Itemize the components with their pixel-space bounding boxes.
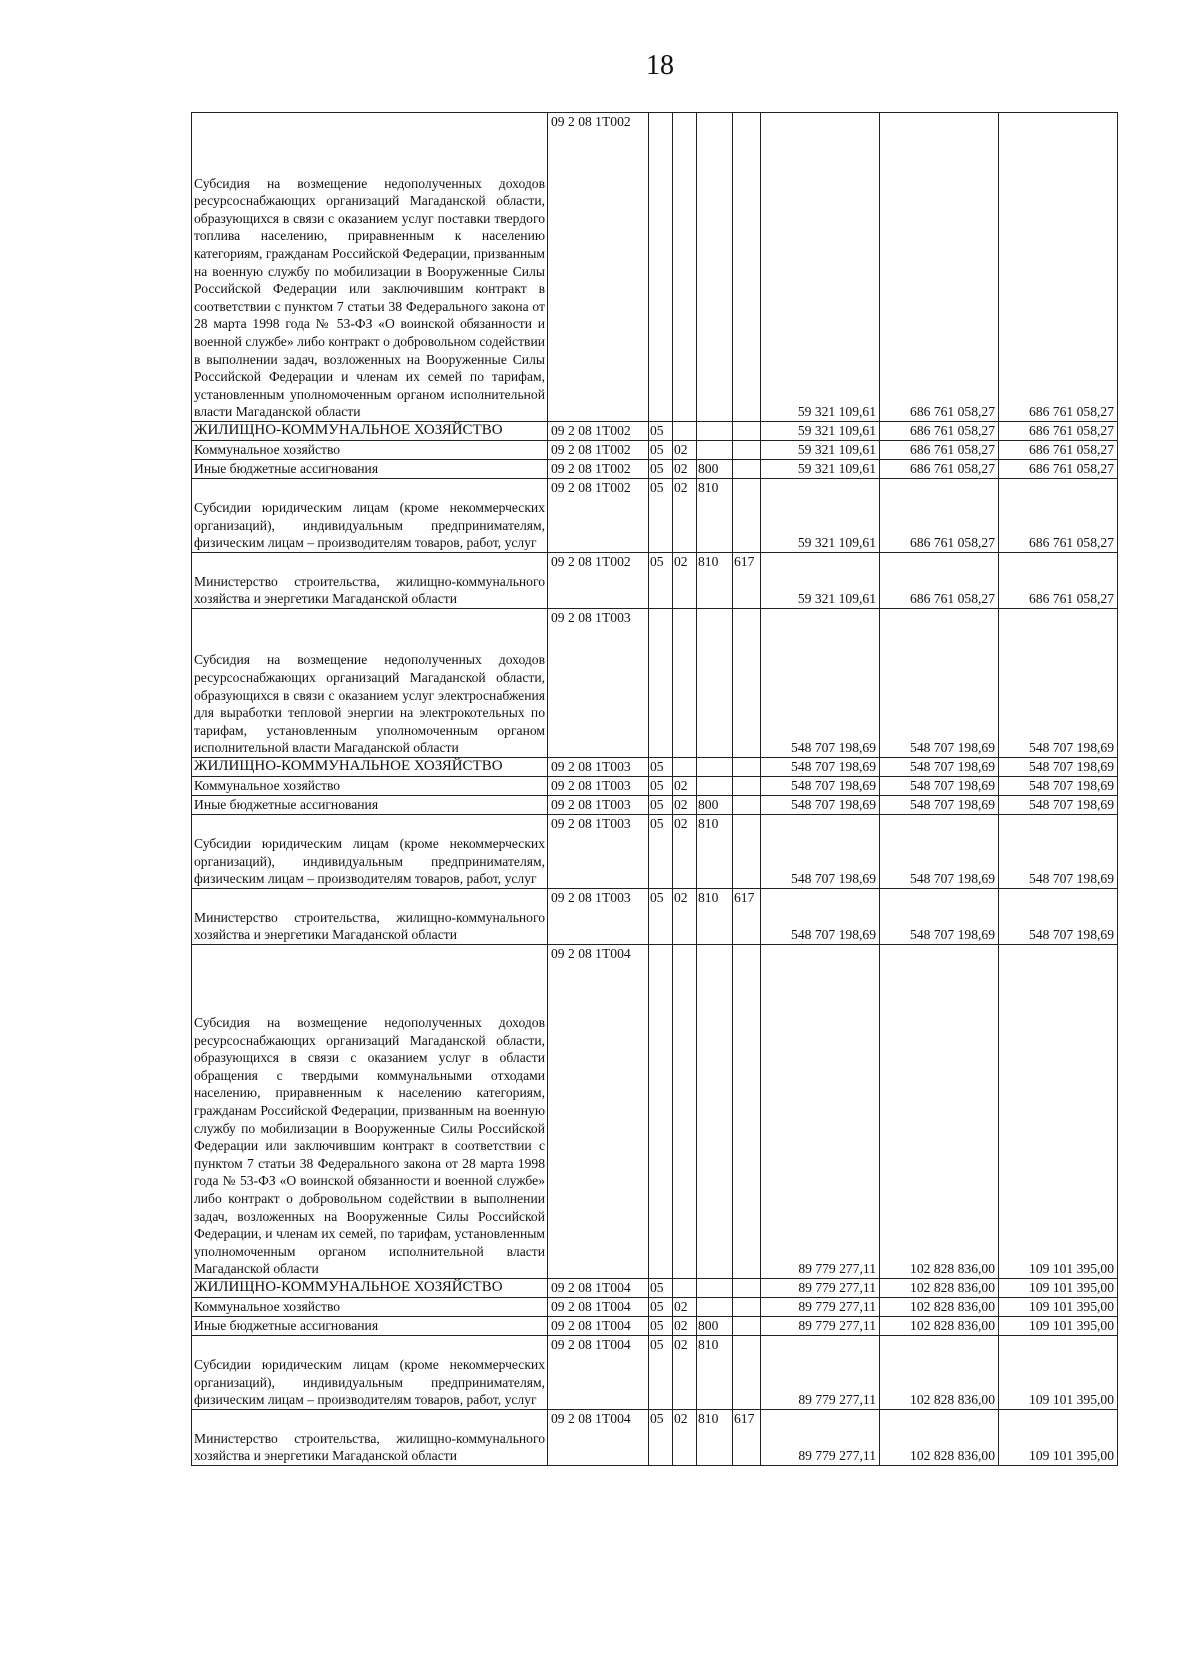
table-row bbox=[192, 553, 1118, 609]
expense-type-code: 810 bbox=[697, 1336, 733, 1410]
administrator-code bbox=[733, 945, 761, 1279]
table-row bbox=[192, 945, 1118, 1279]
amount-year-3: 548 707 198,69 bbox=[999, 815, 1118, 889]
amount-year-2: 548 707 198,69 bbox=[880, 889, 999, 945]
section-code: 05 bbox=[649, 479, 673, 553]
program-code: 09 2 08 1Т002 bbox=[548, 422, 649, 441]
row-description: Субсидия на возмещение недополученных доходов ресурсоснабжающих организаций Магаданской области, образующихся в связи с оказанием услуг поставки твердого топлива населению, приравненным к населению категориям, гражданам Российской Федерации, призванным на военную службу по мобилизации в Вооруженные Силы Российской Федерации или заключившим контракт в соответствии с пунктом 7 статьи 38 Федерального закона от 28 марта 1998 года № 53-ФЗ «О воинской обязанности и военной службе» либо контракт о добровольном содействии в выполнении задач, возложенных на Вооруженные Силы Российской Федерации и членам их семей по тарифам, установленным уполномоченным органом исполнительной власти Магаданской области bbox=[192, 113, 548, 422]
subsection-code: 02 bbox=[673, 553, 697, 609]
expense-type-code bbox=[697, 609, 733, 758]
expense-type-code: 810 bbox=[697, 553, 733, 609]
administrator-code: 617 bbox=[733, 553, 761, 609]
amount-year-1: 89 779 277,11 bbox=[761, 1336, 880, 1410]
table-row bbox=[192, 1279, 1118, 1298]
amount-year-3: 109 101 395,00 bbox=[999, 1279, 1118, 1298]
section-code: 05 bbox=[649, 1298, 673, 1317]
amount-year-3: 686 761 058,27 bbox=[999, 113, 1118, 422]
administrator-code: 617 bbox=[733, 1410, 761, 1466]
table-row bbox=[192, 815, 1118, 889]
section-code: 05 bbox=[649, 758, 673, 777]
administrator-code bbox=[733, 422, 761, 441]
expense-type-code: 810 bbox=[697, 1410, 733, 1466]
program-code: 09 2 08 1Т003 bbox=[548, 889, 649, 945]
administrator-code bbox=[733, 758, 761, 777]
row-description: Субсидии юридическим лицам (кроме некоммерческих организаций), индивидуальным предпринимателям, физическим лицам – производителям товаров, работ, услуг bbox=[192, 815, 548, 889]
amount-year-2: 686 761 058,27 bbox=[880, 460, 999, 479]
amount-year-1: 89 779 277,11 bbox=[761, 1279, 880, 1298]
expense-type-code bbox=[697, 758, 733, 777]
program-code: 09 2 08 1Т002 bbox=[548, 460, 649, 479]
expense-type-code bbox=[697, 777, 733, 796]
section-code: 05 bbox=[649, 422, 673, 441]
row-description: Субсидия на возмещение недополученных доходов ресурсоснабжающих организаций Магаданской области, образующихся в связи с оказанием услуг в области обращения с твердыми коммунальными отходами населению, приравненным к населению категориям, гражданам Российской Федерации, призванным на военную службу по мобилизации в Вооруженные Силы Российской Федерации или заключившим контракт в соответствии с пунктом 7 статьи 38 Федерального закона от 28 марта 1998 года № 53-ФЗ «О воинской обязанности и военной службе» либо контракт о добровольном содействии в выполнении задач, возложенных на Вооруженные Силы Российской Федерации, и членам их семей, по тарифам, установленным уполномоченным органом исполнительной власти Магаданской области bbox=[192, 945, 548, 1279]
amount-year-1: 89 779 277,11 bbox=[761, 1410, 880, 1466]
table-row bbox=[192, 479, 1118, 553]
section-code: 05 bbox=[649, 1336, 673, 1410]
page-number: 18 bbox=[646, 50, 674, 81]
program-code: 09 2 08 1Т004 bbox=[548, 1336, 649, 1410]
section-code: 05 bbox=[649, 1410, 673, 1466]
amount-year-2: 548 707 198,69 bbox=[880, 815, 999, 889]
amount-year-3: 686 761 058,27 bbox=[999, 422, 1118, 441]
expense-type-code bbox=[697, 945, 733, 1279]
administrator-code bbox=[733, 1279, 761, 1298]
expense-type-code bbox=[697, 113, 733, 422]
row-description: Министерство строительства, жилищно-коммунального хозяйства и энергетики Магаданской области bbox=[192, 1410, 548, 1466]
subsection-code bbox=[673, 422, 697, 441]
amount-year-1: 59 321 109,61 bbox=[761, 460, 880, 479]
amount-year-2: 102 828 836,00 bbox=[880, 1279, 999, 1298]
subsection-code: 02 bbox=[673, 777, 697, 796]
amount-year-1: 548 707 198,69 bbox=[761, 758, 880, 777]
section-code bbox=[649, 945, 673, 1279]
row-description: ЖИЛИЩНО-КОММУНАЛЬНОЕ ХОЗЯЙСТВО bbox=[192, 422, 548, 441]
row-description: Коммунальное хозяйство bbox=[192, 441, 548, 460]
expense-type-code: 800 bbox=[697, 460, 733, 479]
row-description: Министерство строительства, жилищно-коммунального хозяйства и энергетики Магаданской области bbox=[192, 553, 548, 609]
administrator-code bbox=[733, 441, 761, 460]
subsection-code: 02 bbox=[673, 441, 697, 460]
program-code: 09 2 08 1Т004 bbox=[548, 1279, 649, 1298]
expense-type-code bbox=[697, 441, 733, 460]
program-code: 09 2 08 1Т004 bbox=[548, 1298, 649, 1317]
subsection-code: 02 bbox=[673, 815, 697, 889]
amount-year-3: 109 101 395,00 bbox=[999, 945, 1118, 1279]
amount-year-3: 109 101 395,00 bbox=[999, 1410, 1118, 1466]
section-code: 05 bbox=[649, 777, 673, 796]
row-description: Коммунальное хозяйство bbox=[192, 777, 548, 796]
program-code: 09 2 08 1Т002 bbox=[548, 479, 649, 553]
amount-year-3: 109 101 395,00 bbox=[999, 1298, 1118, 1317]
section-code bbox=[649, 609, 673, 758]
table-row bbox=[192, 441, 1118, 460]
amount-year-3: 548 707 198,69 bbox=[999, 777, 1118, 796]
amount-year-2: 102 828 836,00 bbox=[880, 1410, 999, 1466]
amount-year-1: 548 707 198,69 bbox=[761, 796, 880, 815]
row-description: ЖИЛИЩНО-КОММУНАЛЬНОЕ ХОЗЯЙСТВО bbox=[192, 1279, 548, 1298]
amount-year-2: 686 761 058,27 bbox=[880, 422, 999, 441]
table-row bbox=[192, 1298, 1118, 1317]
subsection-code: 02 bbox=[673, 1410, 697, 1466]
amount-year-2: 102 828 836,00 bbox=[880, 1336, 999, 1410]
administrator-code bbox=[733, 815, 761, 889]
section-code: 05 bbox=[649, 460, 673, 479]
row-description: Коммунальное хозяйство bbox=[192, 1298, 548, 1317]
amount-year-1: 59 321 109,61 bbox=[761, 441, 880, 460]
expense-type-code bbox=[697, 422, 733, 441]
amount-year-1: 89 779 277,11 bbox=[761, 1317, 880, 1336]
amount-year-2: 102 828 836,00 bbox=[880, 1317, 999, 1336]
amount-year-1: 548 707 198,69 bbox=[761, 889, 880, 945]
table-row bbox=[192, 1317, 1118, 1336]
row-description: Субсидии юридическим лицам (кроме некоммерческих организаций), индивидуальным предпринимателям, физическим лицам – производителям товаров, работ, услуг bbox=[192, 1336, 548, 1410]
row-description: Субсидии юридическим лицам (кроме некоммерческих организаций), индивидуальным предпринимателям, физическим лицам – производителям товаров, работ, услуг bbox=[192, 479, 548, 553]
amount-year-2: 548 707 198,69 bbox=[880, 796, 999, 815]
amount-year-3: 548 707 198,69 bbox=[999, 758, 1118, 777]
expense-type-code bbox=[697, 1298, 733, 1317]
amount-year-1: 548 707 198,69 bbox=[761, 777, 880, 796]
program-code: 09 2 08 1Т002 bbox=[548, 113, 649, 422]
amount-year-3: 548 707 198,69 bbox=[999, 609, 1118, 758]
amount-year-1: 548 707 198,69 bbox=[761, 609, 880, 758]
subsection-code: 02 bbox=[673, 479, 697, 553]
subsection-code bbox=[673, 1279, 697, 1298]
subsection-code: 02 bbox=[673, 1336, 697, 1410]
program-code: 09 2 08 1Т004 bbox=[548, 945, 649, 1279]
amount-year-1: 59 321 109,61 bbox=[761, 113, 880, 422]
table-row bbox=[192, 609, 1118, 758]
administrator-code bbox=[733, 113, 761, 422]
subsection-code bbox=[673, 609, 697, 758]
administrator-code bbox=[733, 1298, 761, 1317]
table-row bbox=[192, 889, 1118, 945]
subsection-code: 02 bbox=[673, 1298, 697, 1317]
amount-year-1: 59 321 109,61 bbox=[761, 479, 880, 553]
section-code bbox=[649, 113, 673, 422]
amount-year-2: 686 761 058,27 bbox=[880, 479, 999, 553]
program-code: 09 2 08 1Т003 bbox=[548, 758, 649, 777]
amount-year-1: 59 321 109,61 bbox=[761, 422, 880, 441]
section-code: 05 bbox=[649, 815, 673, 889]
table-row bbox=[192, 758, 1118, 777]
row-description: Иные бюджетные ассигнования bbox=[192, 1317, 548, 1336]
program-code: 09 2 08 1Т004 bbox=[548, 1317, 649, 1336]
row-description: ЖИЛИЩНО-КОММУНАЛЬНОЕ ХОЗЯЙСТВО bbox=[192, 758, 548, 777]
budget-table bbox=[191, 112, 1118, 1466]
table-row bbox=[192, 1410, 1118, 1466]
amount-year-2: 548 707 198,69 bbox=[880, 758, 999, 777]
program-code: 09 2 08 1Т003 bbox=[548, 796, 649, 815]
amount-year-2: 102 828 836,00 bbox=[880, 945, 999, 1279]
administrator-code bbox=[733, 479, 761, 553]
section-code: 05 bbox=[649, 1317, 673, 1336]
administrator-code bbox=[733, 796, 761, 815]
program-code: 09 2 08 1Т002 bbox=[548, 441, 649, 460]
table-row bbox=[192, 460, 1118, 479]
expense-type-code bbox=[697, 1279, 733, 1298]
subsection-code: 02 bbox=[673, 889, 697, 945]
amount-year-3: 548 707 198,69 bbox=[999, 796, 1118, 815]
subsection-code: 02 bbox=[673, 460, 697, 479]
section-code: 05 bbox=[649, 553, 673, 609]
amount-year-3: 686 761 058,27 bbox=[999, 460, 1118, 479]
amount-year-2: 686 761 058,27 bbox=[880, 441, 999, 460]
subsection-code bbox=[673, 113, 697, 422]
amount-year-3: 109 101 395,00 bbox=[999, 1317, 1118, 1336]
expense-type-code: 810 bbox=[697, 889, 733, 945]
row-description: Иные бюджетные ассигнования bbox=[192, 796, 548, 815]
section-code: 05 bbox=[649, 441, 673, 460]
amount-year-2: 102 828 836,00 bbox=[880, 1298, 999, 1317]
section-code: 05 bbox=[649, 796, 673, 815]
expense-type-code: 800 bbox=[697, 1317, 733, 1336]
amount-year-2: 686 761 058,27 bbox=[880, 113, 999, 422]
table-row bbox=[192, 1336, 1118, 1410]
row-description: Субсидия на возмещение недополученных доходов ресурсоснабжающих организаций Магаданской области, образующихся в связи с оказанием услуг электроснабжения для выработки тепловой энергии на электрокотельных по тарифам, установленным уполномоченным органом исполнительной власти Магаданской области bbox=[192, 609, 548, 758]
subsection-code bbox=[673, 758, 697, 777]
table-row bbox=[192, 777, 1118, 796]
administrator-code: 617 bbox=[733, 889, 761, 945]
amount-year-1: 59 321 109,61 bbox=[761, 553, 880, 609]
program-code: 09 2 08 1Т003 bbox=[548, 609, 649, 758]
administrator-code bbox=[733, 609, 761, 758]
amount-year-3: 686 761 058,27 bbox=[999, 479, 1118, 553]
row-description: Иные бюджетные ассигнования bbox=[192, 460, 548, 479]
administrator-code bbox=[733, 777, 761, 796]
amount-year-2: 548 707 198,69 bbox=[880, 609, 999, 758]
table-row bbox=[192, 113, 1118, 422]
administrator-code bbox=[733, 1336, 761, 1410]
amount-year-1: 89 779 277,11 bbox=[761, 945, 880, 1279]
subsection-code: 02 bbox=[673, 1317, 697, 1336]
amount-year-3: 686 761 058,27 bbox=[999, 553, 1118, 609]
program-code: 09 2 08 1Т003 bbox=[548, 815, 649, 889]
table-row bbox=[192, 796, 1118, 815]
program-code: 09 2 08 1Т002 bbox=[548, 553, 649, 609]
program-code: 09 2 08 1Т003 bbox=[548, 777, 649, 796]
amount-year-2: 548 707 198,69 bbox=[880, 777, 999, 796]
amount-year-3: 686 761 058,27 bbox=[999, 441, 1118, 460]
amount-year-1: 548 707 198,69 bbox=[761, 815, 880, 889]
table-row bbox=[192, 422, 1118, 441]
row-description: Министерство строительства, жилищно-коммунального хозяйства и энергетики Магаданской области bbox=[192, 889, 548, 945]
section-code: 05 bbox=[649, 1279, 673, 1298]
amount-year-3: 548 707 198,69 bbox=[999, 889, 1118, 945]
expense-type-code: 810 bbox=[697, 479, 733, 553]
administrator-code bbox=[733, 460, 761, 479]
program-code: 09 2 08 1Т004 bbox=[548, 1410, 649, 1466]
amount-year-2: 686 761 058,27 bbox=[880, 553, 999, 609]
administrator-code bbox=[733, 1317, 761, 1336]
amount-year-3: 109 101 395,00 bbox=[999, 1336, 1118, 1410]
expense-type-code: 800 bbox=[697, 796, 733, 815]
section-code: 05 bbox=[649, 889, 673, 945]
amount-year-1: 89 779 277,11 bbox=[761, 1298, 880, 1317]
subsection-code: 02 bbox=[673, 796, 697, 815]
subsection-code bbox=[673, 945, 697, 1279]
expense-type-code: 810 bbox=[697, 815, 733, 889]
